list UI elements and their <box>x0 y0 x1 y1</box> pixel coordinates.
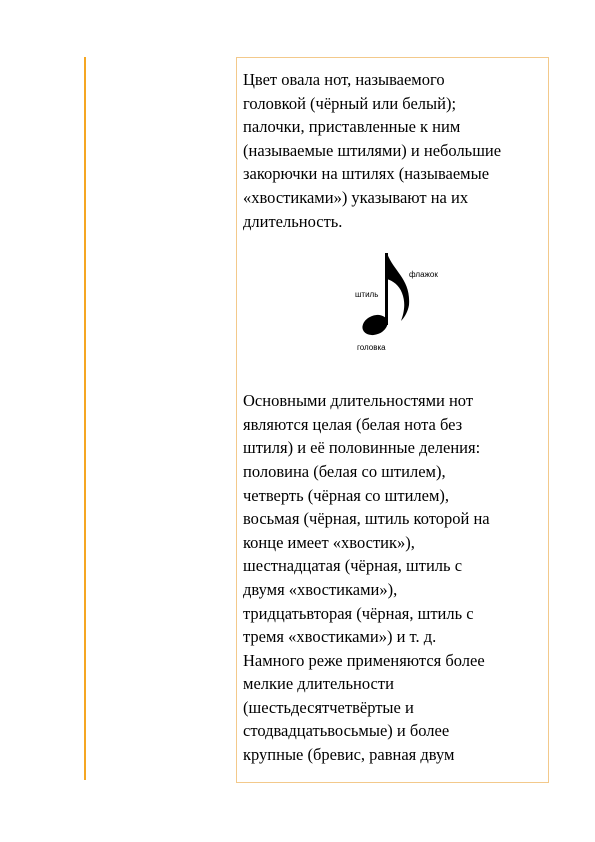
label-stem: штиль <box>355 290 379 300</box>
note-flag-shape <box>387 253 409 321</box>
paragraph-durations: Основными длительностями нот являются целая (белая нота без штиля) и её половинные деления: половина (белая со штилем), четверть (чёрная со штилем), восьмая (чёрная, штиль которой на конце имеет «хвостик»), шестнадцатая (чёрная, штиль с двумя «хвостиками»), тридцатьвторая (чёрная, штиль с тремя «хвостиками») и т. д. Намного реже применяются более мелкие длительности (шестьдесятчетвёртые и стодвадцатьвосьмые) и более крупные (бревис, равная двум <box>243 391 490 765</box>
eighth-note-figure <box>243 239 546 381</box>
label-flag: флажок <box>409 270 438 280</box>
text-box <box>236 57 549 783</box>
note-diagram <box>243 239 544 381</box>
paragraph-note-parts: Цвет овала нот, называемого головкой (чёрный или белый); палочки, приставленные к ним (называемые штилями) и небольшие закорючки на штилях (называемые «хвостиками») указывают на их длительность. <box>243 70 502 231</box>
label-head: головка <box>357 343 386 353</box>
left-margin-rule <box>84 57 86 780</box>
